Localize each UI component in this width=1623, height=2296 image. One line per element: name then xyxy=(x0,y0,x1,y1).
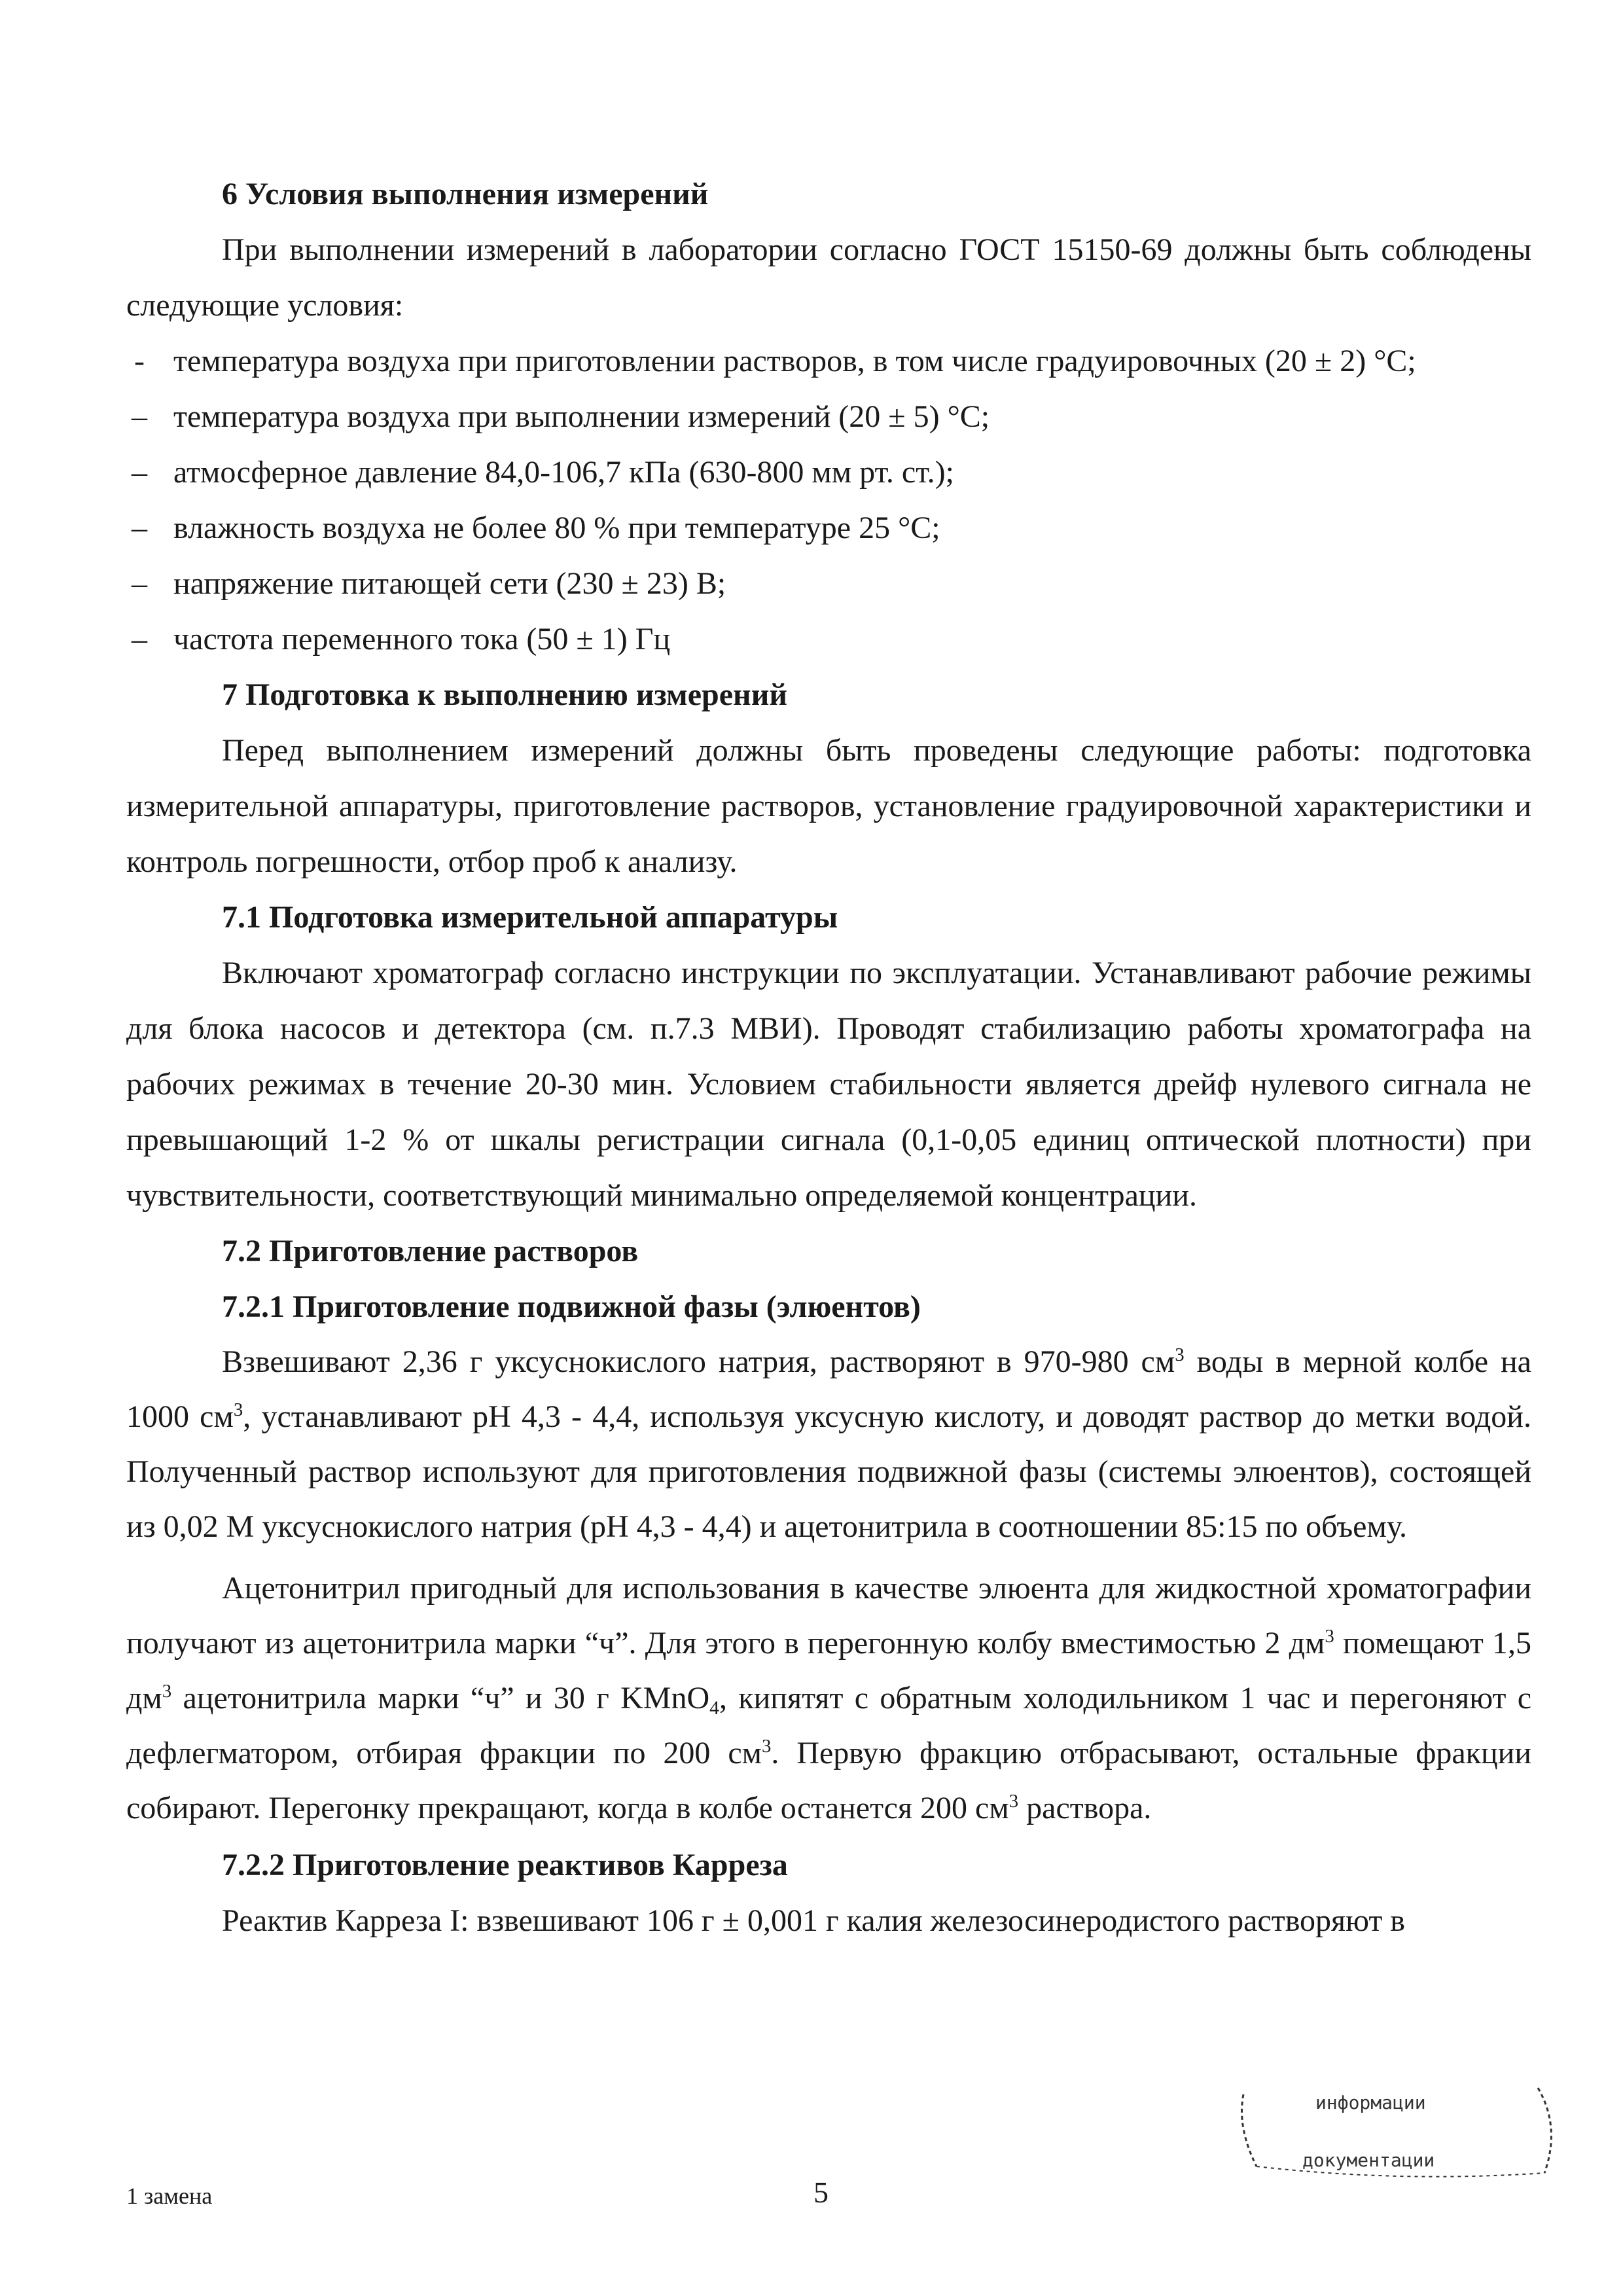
condition-item xyxy=(126,611,1531,667)
footer-revision: 1 замена xyxy=(126,2183,213,2209)
condition-item xyxy=(126,389,1531,444)
section-7-2-1-heading: 7.2.1 Приготовление подвижной фазы (элюентов) xyxy=(222,1289,921,1324)
list-dash: – xyxy=(132,566,147,601)
section-6-intro: При выполнении измерений в лаборатории согласно ГОСТ 15150-69 должны быть соблюдены следующие условия: xyxy=(126,232,1531,323)
page-content xyxy=(126,166,1531,1948)
section-7-heading: 7 Подготовка к выполнению измерений xyxy=(222,677,787,712)
list-dash: – xyxy=(132,455,147,490)
superscript: 3 xyxy=(1175,1344,1185,1365)
section-6-heading: 6 Условия выполнения измерений xyxy=(222,177,709,211)
conditions-list xyxy=(126,333,1531,667)
text-run: , кипятят с обратным холодильником 1 час и перегоняют с дефлегматором, отбирая фракции по 200 см xyxy=(126,1681,1532,1770)
section-7-2-2-heading: 7.2.2 Приготовление реактивов Карреза xyxy=(222,1848,788,1882)
text-run: . Первую фракцию отбрасывают, остальные фракции собирают. Перегонку прекращают, когда в колбе останется 200 см xyxy=(126,1736,1531,1825)
condition-text: атмосферное давление 84,0-106,7 кПа (630-800 мм рт. ст.); xyxy=(173,455,954,490)
list-dash: – xyxy=(132,399,147,434)
section-7-1-text: Включают хроматограф согласно инструкции по эксплуатации. Устанавливают рабочие режимы для блока насосов и детектора (см. п.7.3 МВИ). Проводят стабилизацию работы хроматографа на рабочих режимах в течение 20-30 мин. Условием стабильности является дрейф нулевого сигнала не превышающий 1-2 % от шкалы регистрации сигнала (0,1-0,05 единиц оптической плотности) при чувствительности, соответствующий минимально определяемой концентрации. xyxy=(126,956,1531,1213)
section-7-1-heading: 7.1 Подготовка измерительной аппаратуры xyxy=(222,900,838,935)
text-run: , устанавливают рН 4,3 - 4,4, используя уксусную кислоту, и доводят раствор до метки водой. Полученный раствор используют для приготовления подвижной фазы (системы элюентов), состоящей из 0,02 М уксуснокислого натрия (рН 4,3 - 4,4) и ацетонитрила в соотношении 85:15 по объему. xyxy=(126,1399,1531,1544)
carrez-reagent-text: Реактив Карреза I: взвешивают 106 г ± 0,001 г калия железосинеродистого растворяют в xyxy=(222,1903,1405,1938)
condition-item xyxy=(126,556,1531,611)
superscript: 3 xyxy=(1008,1791,1019,1812)
text-run: воды в мерной колбе на 1000 см xyxy=(126,1344,1531,1434)
text-run: раствора. xyxy=(1018,1791,1152,1825)
stamp-text-1: информации xyxy=(1315,2092,1426,2113)
text-run: помещают 1,5 дм xyxy=(126,1626,1532,1715)
condition-text: влажность воздуха не более 80 % при температуре 25 °С; xyxy=(173,511,940,545)
subscript: 4 xyxy=(709,1696,720,1719)
document-stamp-icon xyxy=(1230,2068,1571,2179)
text-run: Ацетонитрил пригодный для использования в качестве элюента для жидкостной хроматографии получают из ацетонитрила марки “ч”. Для этого в перегонную колбу вместимостью 2 дм xyxy=(126,1571,1531,1660)
page-number: 5 xyxy=(813,2176,829,2209)
section-7-2-heading: 7.2 Приготовление растворов xyxy=(222,1234,639,1268)
list-dash: - xyxy=(134,344,145,378)
text-run: ацетонитрила марки “ч” и 30 г KMnO xyxy=(171,1681,710,1715)
condition-text: частота переменного тока (50 ± 1) Гц xyxy=(173,622,671,656)
superscript: 3 xyxy=(162,1681,172,1702)
eluent-preparation-paragraph xyxy=(126,1335,1531,1554)
superscript: 3 xyxy=(762,1736,772,1757)
condition-text: температура воздуха при выполнении измерений (20 ± 5) °С; xyxy=(173,399,990,434)
condition-item xyxy=(126,333,1531,389)
text-run: Взвешивают 2,36 г уксуснокислого натрия, растворяют в 970-980 см xyxy=(222,1344,1175,1379)
condition-item xyxy=(126,444,1531,500)
stamp-text-2: документации xyxy=(1302,2149,1435,2171)
superscript: 3 xyxy=(233,1399,243,1420)
acetonitrile-paragraph xyxy=(126,1561,1531,1836)
section-7-intro: Перед выполнением измерений должны быть проведены следующие работы: подготовка измерительной аппаратуры, приготовление растворов, установление градуировочной характеристики и контроль погрешности, отбор проб к анализу. xyxy=(126,733,1531,879)
list-dash: – xyxy=(132,622,147,656)
condition-text: напряжение питающей сети (230 ± 23) В; xyxy=(173,566,726,601)
condition-item xyxy=(126,500,1531,556)
superscript: 3 xyxy=(1325,1626,1334,1647)
condition-text: температура воздуха при приготовлении растворов, в том числе градуировочных (20 ± 2) °С; xyxy=(173,344,1416,378)
list-dash: – xyxy=(132,511,147,545)
